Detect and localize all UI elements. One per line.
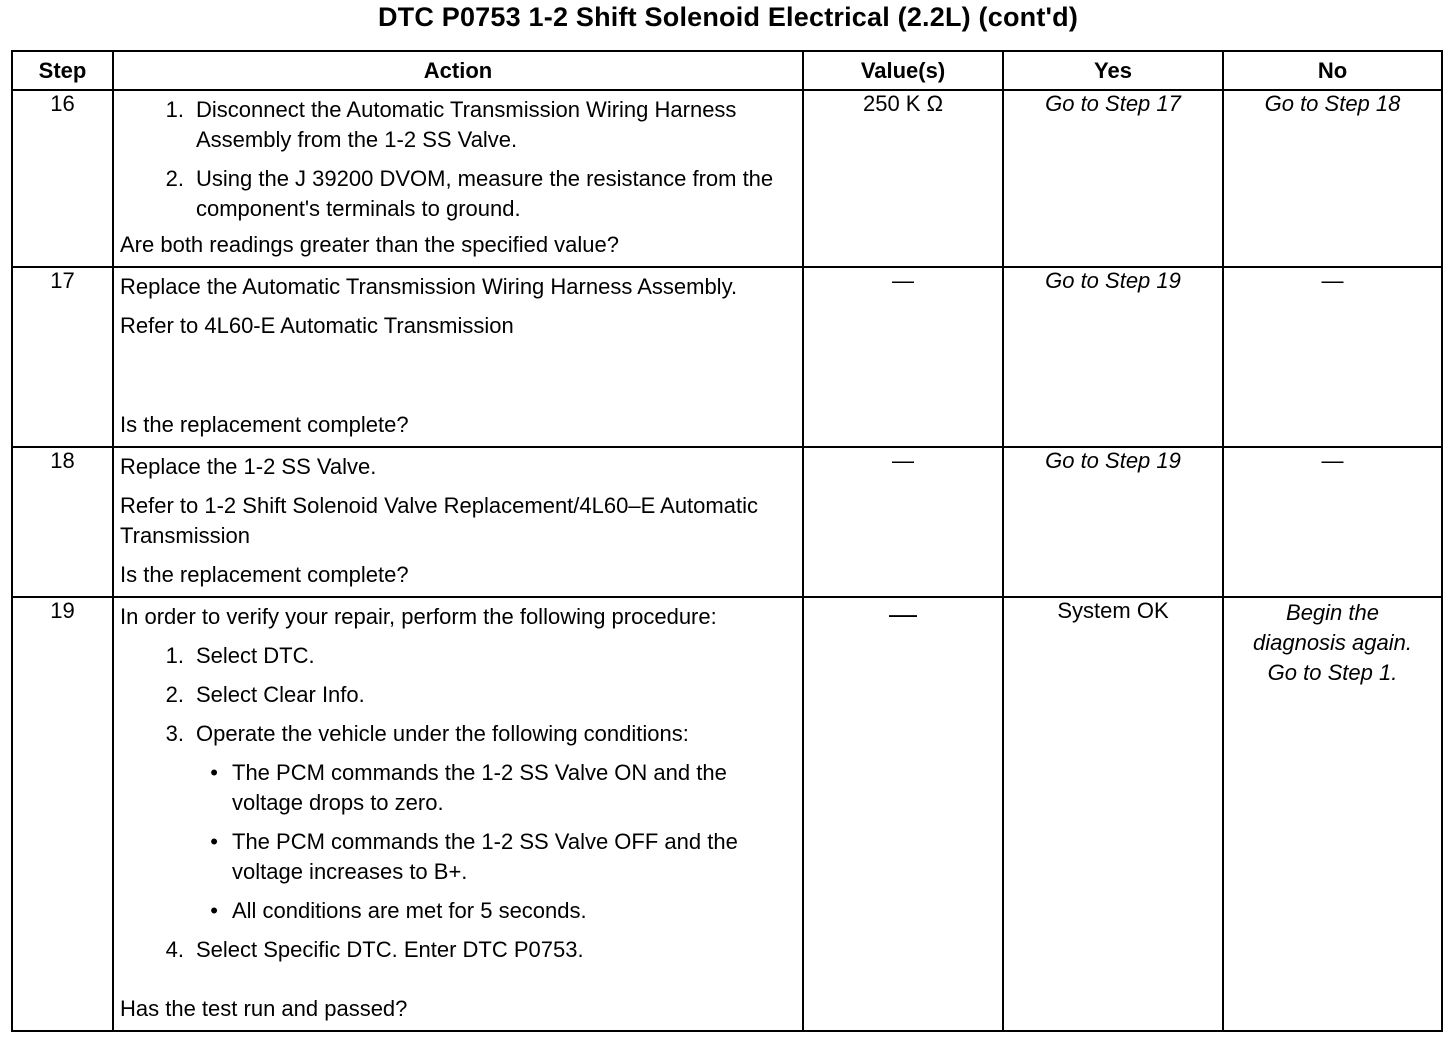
bullet-icon: • bbox=[210, 898, 218, 923]
table-row bbox=[12, 597, 1442, 1031]
value-cell: 250 K Ω bbox=[803, 90, 1003, 267]
list-item: 3. Operate the vehicle under the following conditions: bbox=[165, 721, 689, 746]
value-cell: — bbox=[803, 267, 1003, 447]
table-header-row bbox=[12, 51, 1442, 90]
action-steps bbox=[120, 95, 798, 224]
condition-bullets bbox=[120, 758, 798, 926]
action-question: Has the test run and passed? bbox=[120, 996, 408, 1021]
action-steps bbox=[120, 641, 798, 749]
list-item: 2. Select Clear Info. bbox=[165, 682, 365, 707]
table-row bbox=[12, 90, 1442, 267]
action-cell bbox=[113, 447, 803, 597]
yes-cell: Go to Step 19 bbox=[1003, 447, 1223, 597]
no-cell: — bbox=[1223, 447, 1442, 597]
action-question: Is the replacement complete? bbox=[120, 412, 409, 437]
yes-cell: Go to Step 19 bbox=[1003, 267, 1223, 447]
table-row bbox=[12, 447, 1442, 597]
yes-cell: System OK bbox=[1003, 597, 1223, 1031]
header-values: Value(s) bbox=[803, 51, 1003, 90]
table-row bbox=[12, 267, 1442, 447]
action-question: Are both readings greater than the specified value? bbox=[120, 232, 619, 257]
no-text-line: Begin the bbox=[1286, 600, 1379, 625]
action-cell bbox=[113, 267, 803, 447]
list-item: 1. Select DTC. bbox=[165, 643, 315, 668]
action-steps bbox=[120, 935, 798, 965]
list-item: 1. Disconnect the Automatic Transmission Wiring Harness Assembly from the 1-2 SS Valve. bbox=[165, 97, 737, 152]
value-cell: — bbox=[803, 597, 1003, 1031]
list-item: • The PCM commands the 1-2 SS Valve OFF and the voltage increases to B+. bbox=[120, 827, 798, 887]
value-cell: — bbox=[803, 447, 1003, 597]
step-number: 18 bbox=[12, 447, 113, 597]
list-item: • All conditions are met for 5 seconds. bbox=[120, 896, 798, 926]
no-text-line: Go to Step 1. bbox=[1267, 660, 1398, 685]
action-cell bbox=[113, 597, 803, 1031]
no-cell: Go to Step 18 bbox=[1223, 90, 1442, 267]
step-number: 19 bbox=[12, 597, 113, 1031]
header-step: Step bbox=[12, 51, 113, 90]
action-text: Replace the 1-2 SS Valve. bbox=[120, 454, 377, 479]
action-intro: In order to verify your repair, perform the following procedure: bbox=[120, 604, 717, 629]
no-cell: — bbox=[1223, 267, 1442, 447]
header-no: No bbox=[1223, 51, 1442, 90]
header-action: Action bbox=[113, 51, 803, 90]
action-question: Is the replacement complete? bbox=[120, 562, 409, 587]
step-number: 16 bbox=[12, 90, 113, 267]
action-reference: Refer to 4L60-E Automatic Transmission bbox=[120, 313, 514, 338]
action-text: Replace the Automatic Transmission Wiring Harness Assembly. bbox=[120, 274, 738, 299]
no-text-line: diagnosis again. bbox=[1252, 630, 1412, 655]
bullet-icon: • bbox=[210, 760, 218, 785]
list-item: 2. Using the J 39200 DVOM, measure the resistance from the component's terminals to ground. bbox=[165, 166, 774, 221]
no-cell bbox=[1223, 597, 1442, 1031]
step-number: 17 bbox=[12, 267, 113, 447]
bullet-icon: • bbox=[210, 829, 218, 854]
diagnostic-table bbox=[11, 50, 1443, 1032]
yes-cell: Go to Step 17 bbox=[1003, 90, 1223, 267]
action-cell bbox=[113, 90, 803, 267]
header-yes: Yes bbox=[1003, 51, 1223, 90]
list-item: 4. Select Specific DTC. Enter DTC P0753. bbox=[165, 937, 584, 962]
list-item: • The PCM commands the 1-2 SS Valve ON and the voltage drops to zero. bbox=[120, 758, 798, 818]
page-title: DTC P0753 1-2 Shift Solenoid Electrical (2.2L) (cont'd) bbox=[377, 2, 1079, 32]
action-reference: Refer to 1-2 Shift Solenoid Valve Replacement/4L60–E Automatic Transmission bbox=[120, 493, 758, 548]
